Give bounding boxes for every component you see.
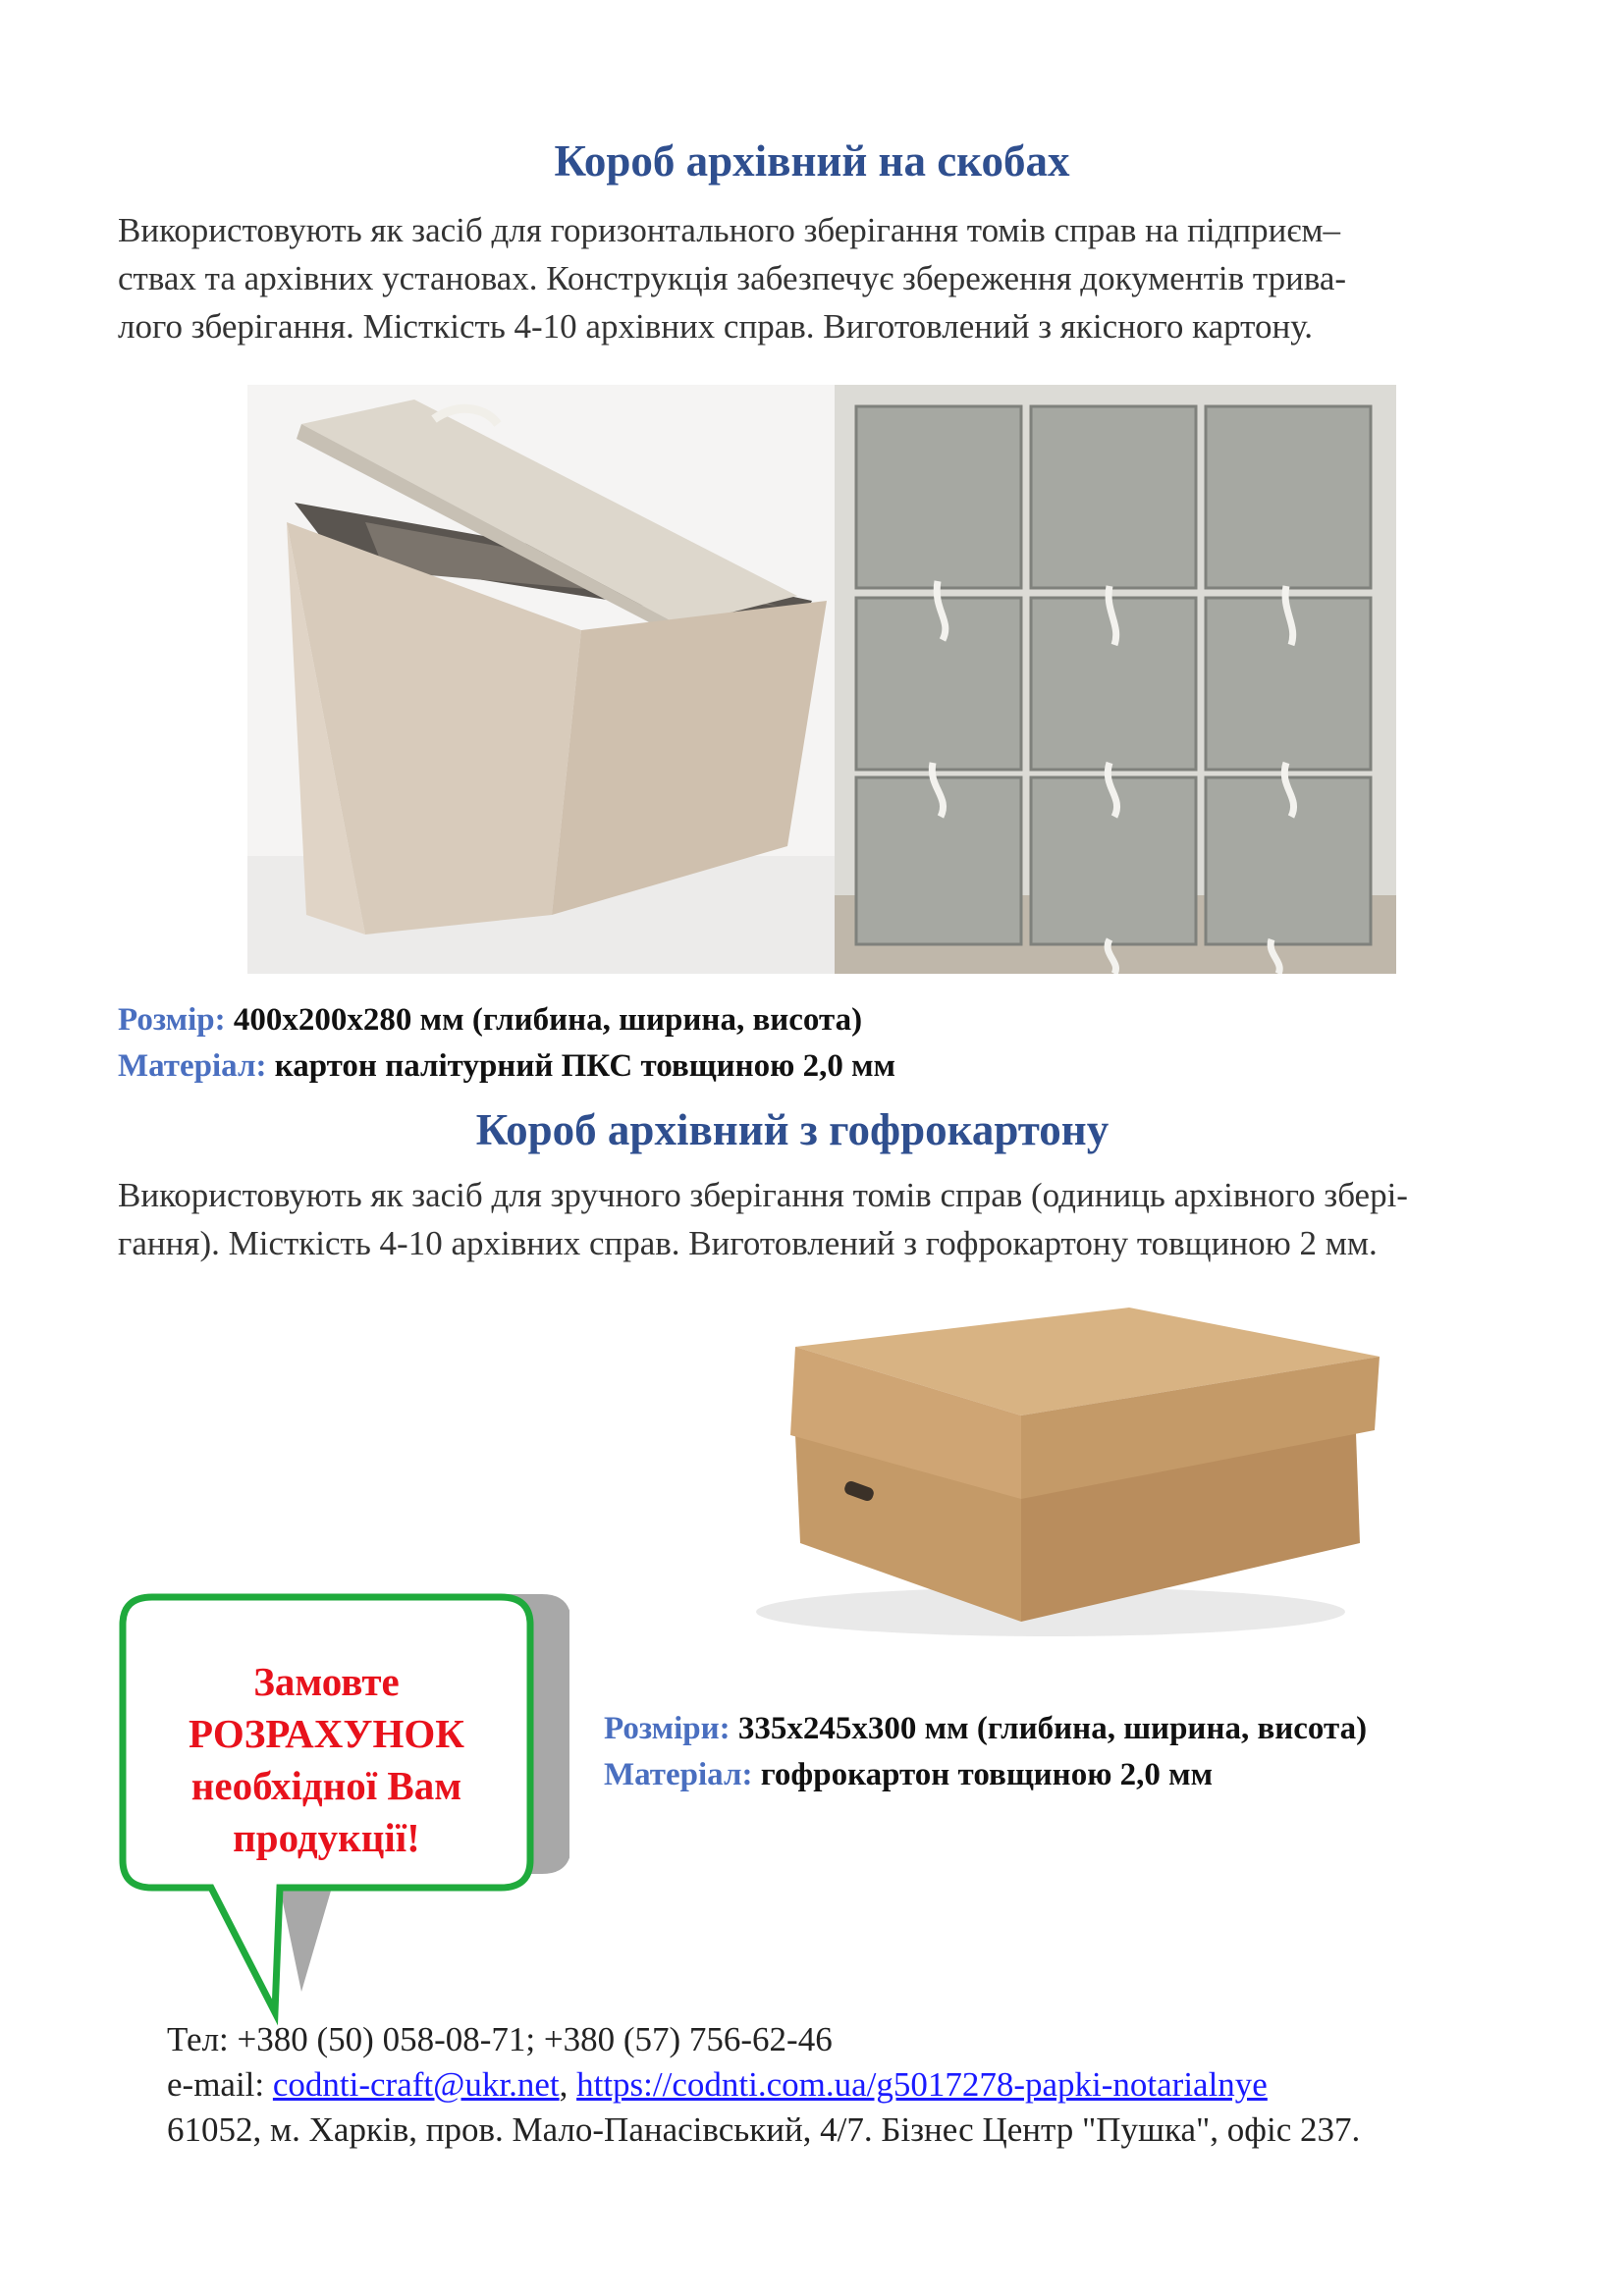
email-link[interactable]: codnti-craft@ukr.net bbox=[272, 2065, 560, 2104]
photo-corrugated-box bbox=[727, 1298, 1394, 1651]
material-row bbox=[118, 1043, 895, 1090]
contacts-block bbox=[167, 2017, 1360, 2153]
text-line: Використовують як засіб для горизонтального зберігання томів справ на підприєм– bbox=[118, 211, 1341, 249]
size-row bbox=[118, 997, 895, 1043]
photo-open-archive-box bbox=[247, 385, 835, 974]
material-label: Матеріал: bbox=[604, 1757, 753, 1792]
material-label: Матеріал: bbox=[118, 1048, 267, 1084]
callout-line: РОЗРАХУНОК bbox=[189, 1711, 464, 1756]
callout-line: необхідної Вам bbox=[190, 1763, 462, 1808]
callout-text bbox=[123, 1656, 530, 1864]
section1-title: Короб архівний на скобах bbox=[554, 136, 1070, 186]
size-value: 335х245х300 мм (глибина, ширина, висота) bbox=[730, 1711, 1368, 1746]
text-line: гання). Місткість 4-10 архівних справ. Виготовлений з гофрокартону товщиною 2 мм. bbox=[118, 1224, 1378, 1262]
size-label: Розмір: bbox=[118, 1002, 226, 1038]
section1-description bbox=[118, 206, 1346, 350]
callout-line: Замовте bbox=[253, 1659, 400, 1704]
size-row bbox=[604, 1706, 1367, 1752]
section2-description bbox=[118, 1171, 1408, 1267]
phone-line: Тел: +380 (50) 058-08-71; +380 (57) 756-62-46 bbox=[167, 2020, 833, 2058]
size-label: Розміри: bbox=[604, 1711, 731, 1746]
text-line: Використовують як засіб для зручного зберігання томів справ (одиниць архівного збері- bbox=[118, 1176, 1408, 1214]
photo-stacked-archive-boxes bbox=[835, 385, 1396, 974]
email-line bbox=[167, 2062, 1360, 2108]
material-row bbox=[604, 1752, 1367, 1798]
callout-line: продукції! bbox=[233, 1815, 420, 1860]
email-prefix: e-mail: bbox=[167, 2065, 273, 2104]
material-value: картон палітурний ПКС товщиною 2,0 мм bbox=[266, 1048, 896, 1084]
section2-specs bbox=[604, 1706, 1367, 1798]
section2-title: Короб архівний з гофрокартону bbox=[475, 1105, 1110, 1154]
text-line: ствах та архівних установах. Конструкція забезпечує збереження документів трива- bbox=[118, 259, 1347, 297]
order-callout[interactable] bbox=[108, 1575, 569, 2037]
address-line: 61052, м. Харків, пров. Мало-Панасівський, 4/7. Бізнес Центр "Пушка", офіс 237. bbox=[167, 2110, 1361, 2149]
size-value: 400х200х280 мм (глибина, ширина, висота) bbox=[225, 1002, 863, 1038]
material-value: гофрокартон товщиною 2,0 мм bbox=[752, 1757, 1214, 1792]
website-link[interactable]: https://codnti.com.ua/g5017278-papki-notarialnye bbox=[576, 2065, 1268, 2104]
separator: , bbox=[559, 2065, 577, 2104]
section1-specs bbox=[118, 997, 895, 1090]
text-line: лого зберігання. Місткість 4-10 архівних справ. Виготовлений з якісного картону. bbox=[118, 307, 1313, 346]
